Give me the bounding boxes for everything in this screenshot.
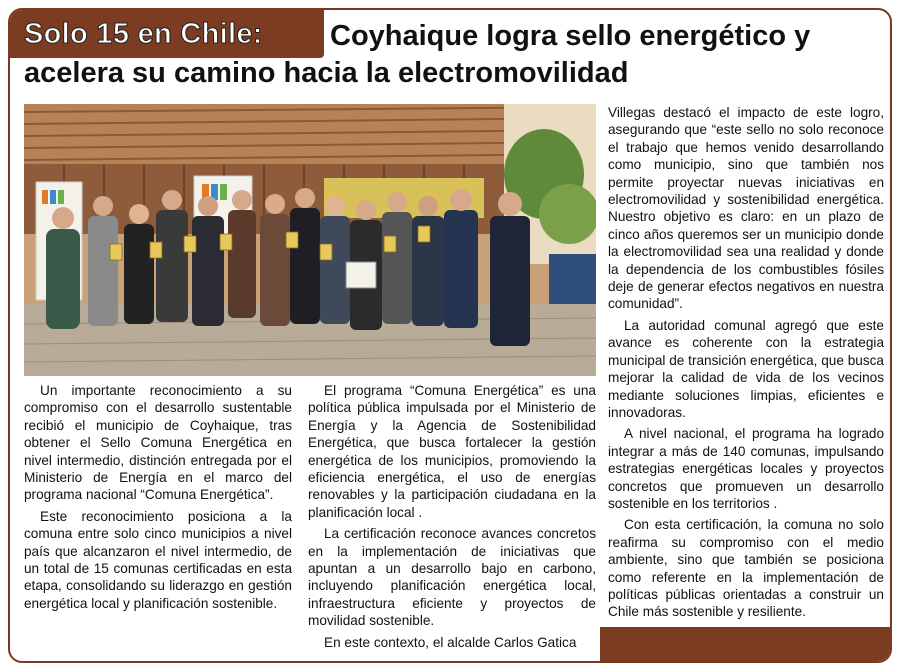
kicker-text: Solo 15 en Chile: [24,18,263,50]
column-2 [308,382,596,655]
group-photo [24,104,596,376]
article-frame [8,8,892,663]
paragraph: En este contexto, el alcalde Carlos Gatica [324,634,577,650]
paragraph: Con esta certificación, la comuna no solo reafirma su compromiso con el medio ambiente, sino que también se posiciona como referente en la implementación de políticas públicas orientadas a construir un Chile más sostenible y resiliente. [608,517,884,620]
group-photo-illustration [24,104,596,376]
headline-text: Coyhaique logra sello energético y acelera su camino hacia la electromovilidad [24,20,811,89]
corner-accent [600,627,890,661]
paragraph: Un importante reconocimiento a su compromiso con el desarrollo sustentable recibió el municipio de Coyhaique, tras obtener el Sello Comuna Energética en nivel intermedio, distinción entregada por el Ministerio de Energía en el marco del programa nacional “Comuna Energética”. [24,383,292,503]
column-1 [24,382,292,616]
column-3 [608,104,884,625]
paragraph: La certificación reconoce avances concretos en la implementación de iniciativas que apuntan a un desarrollo bajo en carbono, incluyendo planificación energética local, infraestructura eficiente y proyectos de movilidad sostenible. [308,526,596,629]
paragraph: Villegas destacó el impacto de este logro, asegurando que “este sello no solo reconoce el trabajo que hemos venido desarrollando como municipio, sino que también nos permite proyectar nuevas iniciativas en electromovilidad y sostenibilidad energética. Nuestro objetivo es claro: en un plazo de cinco años queremos ser un municipio donde la electromovilidad sea una realidad y donde la dependencia de los combustibles fósiles deje de generar efectos negativos en nuestra comunidad”. [608,105,884,312]
paragraph: La autoridad comunal agregó que este avance es coherente con la estrategia municipal de transición energética, que busca mejorar la calidad de vida de los vecinos mediante soluciones limpias, eficientes e innovadoras. [608,317,884,420]
headline [24,18,884,92]
paragraph: Este reconocimiento posiciona a la comuna entre solo cinco municipios a nivel país que alcanzaron el nivel intermedio, de un total de 15 comunas certificadas en esta etapa, consolidando su liderazgo en gestión energética local y planificación sostenible. [24,508,292,611]
paragraph: El programa “Comuna Energética” es una política pública impulsada por el Ministerio de Energía y la Agencia de Sostenibilidad Energética, que busca fortalecer la gestión energética de los municipios, promoviendo la eficiencia energética, el uso de energías renovables y la participación ciudadana en la planificación local . [308,383,596,520]
paragraph: A nivel nacional, el programa ha logrado integrar a más de 140 comunas, impulsando estrategias energéticas locales y proyectos concretos que promueven un desarrollo sostenible en los territorios . [608,426,884,511]
